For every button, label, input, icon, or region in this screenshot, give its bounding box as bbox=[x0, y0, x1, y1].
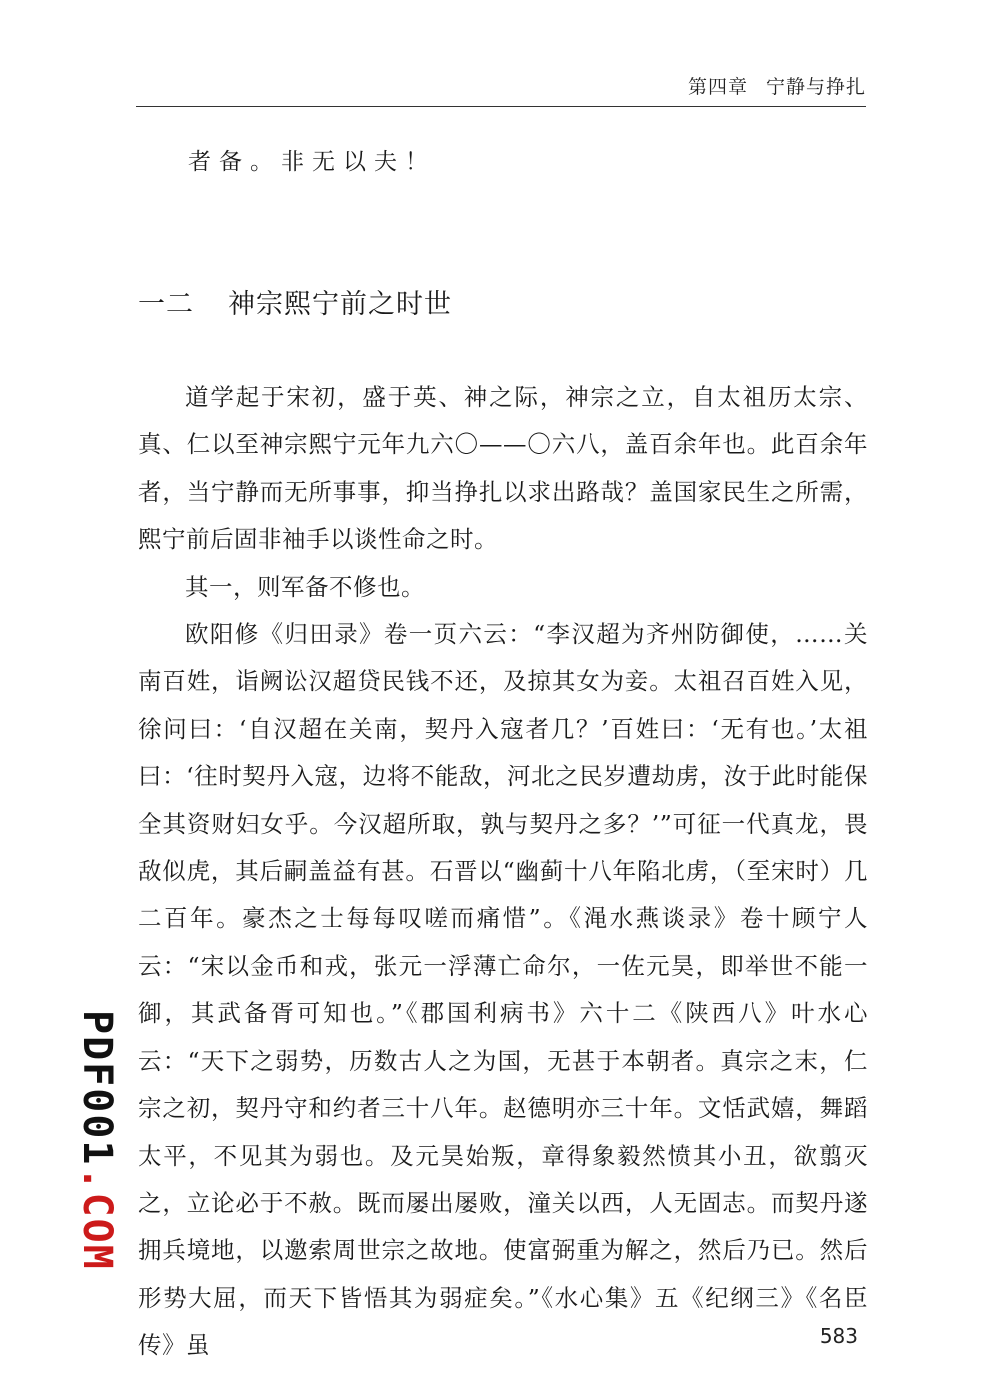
header-rule bbox=[136, 106, 866, 107]
paragraph: 其一，则军备不修也。 bbox=[185, 572, 425, 601]
section-title: 神宗熙宁前之时世 bbox=[228, 289, 452, 320]
continuation-text: 者备。非无以夫！ bbox=[188, 149, 436, 175]
page-number: 583 bbox=[819, 1324, 858, 1348]
paragraph: 欧阳修《归田录》卷一页六云：“李汉超为齐州防御使，……关南百姓，诣阙讼汉超贷民钱不还，及掠其女为妾。太祖召百姓入见，徐问曰：‘自汉超在关南，契丹入寇者几？’百姓曰：‘无有也。’太祖曰：‘往时契丹入寇，边将不能敌，河北之民岁遭劫虏，汝于此时能保全其资财妇女乎。今汉超所取，孰与契丹之多？’”可征一代真龙，畏敌似虎，其后嗣盖益有甚。石晋以“幽蓟十八年陷北虏，（至宋时）几二百年。豪杰之士每每叹嗟而痛惜”。《渑水燕谈录》卷十顾宁人云：“宋以金币和戎，张元一浮薄亡命尔，一佐元昊，即举世不能一御，其武备胥可知也。”《郡国利病书》六十二《陕西八》叶水心云：“天下之弱势，历数古人之为国，无甚于本朝者。真宗之末，仁宗之初，契丹守和约者三十八年。赵德明亦三十年。文恬武嬉，舞蹈太平，不见其为弱也。及元昊始叛，章得象毅然愤其小丑，欲翦灭之，立论必于不赦。既而屡出屡败，潼关以西，人无固志。而契丹遂拥兵境地，以邀索周世宗之故地。使富弼重为解之，然后乃已。然后形势大屈，而天下皆悟其为弱症矣。”《水心集》五《纪纲三》《名臣传》虽 bbox=[138, 620, 868, 1360]
section-heading bbox=[138, 282, 452, 321]
running-header bbox=[138, 72, 866, 99]
header-chapter: 第四章 bbox=[687, 76, 748, 98]
header-title: 宁静与挣扎 bbox=[765, 76, 866, 98]
watermark bbox=[74, 1010, 120, 1271]
watermark-part1: PDF001 bbox=[74, 1010, 120, 1167]
watermark-part2: .COM bbox=[74, 1166, 120, 1271]
body-text bbox=[138, 374, 868, 1370]
section-number: 一二 bbox=[138, 289, 194, 320]
paragraph: 道学起于宋初，盛于英、神之际，神宗之立，自太祖历太宗、真、仁以至神宗熙宁元年九六〇——〇六八，盖百余年也。此百余年者，当宁静而无所事事，抑当挣扎以求出路哉？盖国家民生之所需，熙宁前后固非袖手以谈性命之时。 bbox=[138, 383, 868, 554]
